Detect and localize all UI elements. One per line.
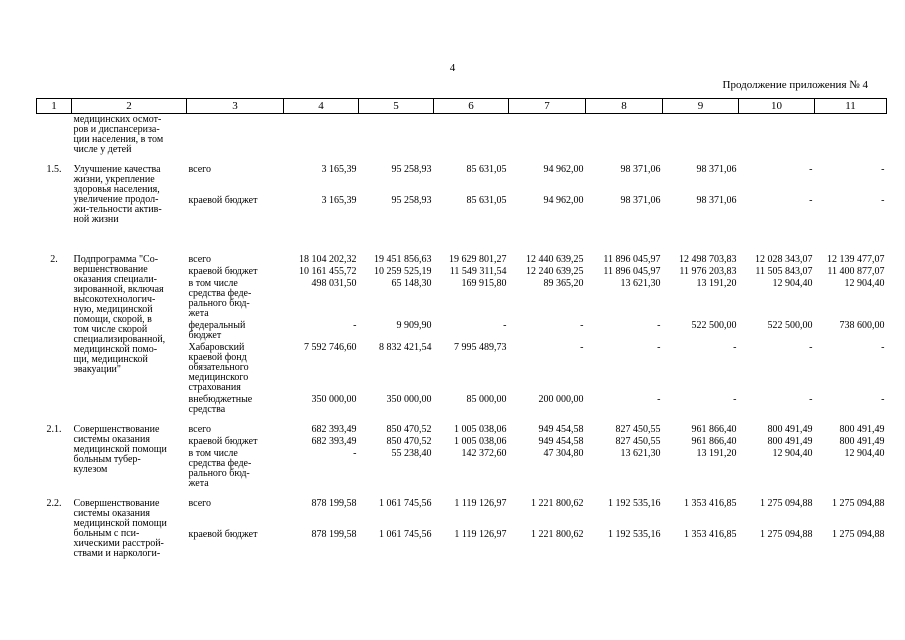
amount-cell: 142 372,60	[461, 448, 507, 459]
amount-cell: 522 500,00	[767, 320, 813, 331]
row-spacer	[37, 490, 887, 498]
amount-cell: 350 000,00	[386, 394, 432, 405]
amount-cell: -	[809, 342, 813, 353]
table-body	[37, 114, 887, 561]
funding-source	[187, 114, 284, 157]
funding-source: внебюджетные средства	[188, 394, 253, 415]
column-header: 9	[663, 99, 739, 114]
amount-cell: 85 000,00	[466, 394, 507, 405]
amount-cell: -	[657, 394, 661, 405]
funding-source: всего	[188, 164, 212, 175]
row-number: 1.5.	[46, 164, 62, 175]
amount-cell: 98 371,06	[696, 195, 737, 206]
amount-cell: 11 549 311,54	[449, 266, 507, 277]
amount-cell: 85 631,05	[466, 195, 507, 206]
amount-cell: 878 199,58	[311, 498, 357, 509]
table-row	[37, 164, 887, 195]
amount-cell: 11 976 203,83	[679, 266, 737, 277]
amount-cell: 19 451 856,63	[374, 254, 432, 265]
amount-cell: -	[881, 394, 885, 405]
table-header-row	[37, 99, 887, 114]
row-spacer	[37, 226, 887, 254]
amount-cell: 1 005 038,06	[454, 436, 507, 447]
table-row	[37, 254, 887, 266]
amount-cell: -	[353, 448, 357, 459]
amount-cell: 89 365,20	[543, 278, 584, 289]
funding-source: в том числе средства феде- рального бюд- жета	[188, 448, 252, 489]
amount-cell: 94 962,00	[543, 164, 584, 175]
amount-cell: 1 275 094,88	[760, 529, 813, 540]
amount-cell: 850 470,52	[386, 424, 432, 435]
row-number: 2.1.	[46, 424, 62, 435]
amount-cell: 800 491,49	[839, 436, 885, 447]
amount-cell: 11 400 877,07	[827, 266, 885, 277]
amount-cell: 95 258,93	[391, 164, 432, 175]
amount-cell: 961 866,40	[691, 436, 737, 447]
funding-source: всего	[188, 254, 212, 265]
amount-cell: 1 192 535,16	[608, 529, 661, 540]
amount-cell: -	[580, 320, 584, 331]
column-header: 5	[359, 99, 434, 114]
amount-cell: -	[881, 342, 885, 353]
funding-source: краевой бюджет	[188, 436, 258, 447]
funding-source: краевой бюджет	[188, 266, 258, 277]
amount-cell: 3 165,39	[321, 164, 357, 175]
amount-cell: 65 148,30	[391, 278, 432, 289]
row-number: 2.2.	[46, 498, 62, 509]
amount-cell: 1 353 416,85	[684, 529, 737, 540]
funding-source: в том числе средства феде- рального бюд- жета	[188, 278, 252, 319]
funding-source: всего	[188, 498, 212, 509]
amount-cell: -	[809, 394, 813, 405]
amount-cell: 10 259 525,19	[374, 266, 432, 277]
amount-cell	[739, 114, 815, 157]
column-header: 2	[72, 99, 187, 114]
amount-cell: 1 221 800,62	[531, 529, 584, 540]
amount-cell: -	[580, 342, 584, 353]
amount-cell: 961 866,40	[691, 424, 737, 435]
spacer-cell	[37, 156, 887, 164]
amount-cell: 98 371,06	[620, 195, 661, 206]
continuation-caption: Продолжение приложения № 4	[722, 79, 868, 91]
amount-cell: 19 629 801,27	[449, 254, 507, 265]
amount-cell	[359, 114, 434, 157]
amount-cell: 949 454,58	[538, 424, 584, 435]
amount-cell: -	[657, 320, 661, 331]
amount-cell: -	[353, 320, 357, 331]
amount-cell: 47 304,80	[543, 448, 584, 459]
amount-cell: 1 005 038,06	[454, 424, 507, 435]
amount-cell: 1 119 126,97	[454, 529, 507, 540]
amount-cell: -	[881, 164, 885, 175]
amount-cell: 7 592 746,60	[304, 342, 357, 353]
amount-cell: 1 275 094,88	[832, 498, 885, 509]
row-spacer	[37, 416, 887, 424]
amount-cell: 1 353 416,85	[684, 498, 737, 509]
amount-cell: -	[809, 164, 813, 175]
table-row	[37, 424, 887, 436]
row-number: 2.	[50, 254, 58, 265]
amount-cell: 12 904,40	[844, 448, 885, 459]
amount-cell	[434, 114, 509, 157]
amount-cell: 12 904,40	[772, 278, 813, 289]
funding-source: всего	[188, 424, 212, 435]
amount-cell: 738 600,00	[839, 320, 885, 331]
row-title: Совершенствование системы оказания медицинской помощи больным тубер- кулезом	[73, 424, 167, 475]
amount-cell: -	[503, 320, 507, 331]
amount-cell: 95 258,93	[391, 195, 432, 206]
amount-cell: 1 275 094,88	[832, 529, 885, 540]
row-title: Совершенствование системы оказания медицинской помощи больным с пси- хическими расстрой- ствами и наркологи-	[73, 498, 167, 559]
amount-cell: 1 275 094,88	[760, 498, 813, 509]
column-header: 8	[586, 99, 663, 114]
amount-cell: 1 061 745,56	[379, 529, 432, 540]
amount-cell: 3 165,39	[321, 195, 357, 206]
amount-cell: 800 491,49	[767, 424, 813, 435]
amount-cell: 13 621,30	[620, 278, 661, 289]
amount-cell: 8 832 421,54	[379, 342, 432, 353]
amount-cell: 13 191,20	[696, 448, 737, 459]
amount-cell	[509, 114, 586, 157]
amount-cell: 800 491,49	[767, 436, 813, 447]
column-header: 1	[37, 99, 72, 114]
amount-cell: 850 470,52	[386, 436, 432, 447]
appendix-table	[36, 98, 887, 560]
amount-cell: -	[733, 394, 737, 405]
amount-cell: 12 440 639,25	[526, 254, 584, 265]
amount-cell: 1 119 126,97	[454, 498, 507, 509]
column-header: 4	[284, 99, 359, 114]
funding-source: федеральный бюджет	[188, 320, 246, 341]
amount-cell	[663, 114, 739, 157]
column-header: 10	[739, 99, 815, 114]
amount-cell: 12 028 343,07	[755, 254, 813, 265]
amount-cell: 827 450,55	[615, 424, 661, 435]
column-header: 7	[509, 99, 586, 114]
funding-source: Хабаровский краевой фонд обязательного медицинского страхования	[188, 342, 249, 393]
amount-cell: 949 454,58	[538, 436, 584, 447]
column-header: 11	[815, 99, 887, 114]
table-row	[37, 498, 887, 529]
table-row	[37, 114, 887, 157]
amount-cell: 11 896 045,97	[603, 254, 661, 265]
amount-cell	[586, 114, 663, 157]
row-title: медицинских осмот- ров и диспансериза- ции населения, в том числе у детей	[73, 114, 164, 155]
amount-cell: 498 031,50	[311, 278, 357, 289]
amount-cell: 7 995 489,73	[454, 342, 507, 353]
amount-cell: 1 221 800,62	[531, 498, 584, 509]
amount-cell: 98 371,06	[696, 164, 737, 175]
amount-cell: 85 631,05	[466, 164, 507, 175]
amount-cell: 18 104 202,32	[299, 254, 357, 265]
amount-cell: 350 000,00	[311, 394, 357, 405]
row-spacer	[37, 156, 887, 164]
spacer-cell	[37, 416, 887, 424]
column-header: 3	[187, 99, 284, 114]
amount-cell: -	[733, 342, 737, 353]
row-number	[37, 114, 72, 157]
amount-cell: 12 139 477,07	[827, 254, 885, 265]
amount-cell: 522 500,00	[691, 320, 737, 331]
spacer-cell	[37, 226, 887, 254]
amount-cell: 878 199,58	[311, 529, 357, 540]
column-header: 6	[434, 99, 509, 114]
amount-cell: -	[881, 195, 885, 206]
amount-cell: 1 061 745,56	[379, 498, 432, 509]
amount-cell: -	[809, 195, 813, 206]
amount-cell: 94 962,00	[543, 195, 584, 206]
amount-cell: 13 621,30	[620, 448, 661, 459]
amount-cell: 11 896 045,97	[603, 266, 661, 277]
amount-cell: 827 450,55	[615, 436, 661, 447]
amount-cell: 55 238,40	[391, 448, 432, 459]
amount-cell: 800 491,49	[839, 424, 885, 435]
amount-cell: 12 240 639,25	[526, 266, 584, 277]
amount-cell: 169 915,80	[461, 278, 507, 289]
row-title: Подпрограмма "Со- вершенствование оказания специали- зированной, включая высокотехнологич- ную, медицинской помощи, скорой, в том числе скорой специализированной, медицинской помо- щи, медицинской эвакуации"	[73, 254, 166, 375]
row-title: Улучшение качества жизни, укрепление здоровья населения, увеличение продол- жи-тельности актив- ной жизни	[73, 164, 162, 225]
amount-cell: 682 393,49	[311, 424, 357, 435]
amount-cell: 682 393,49	[311, 436, 357, 447]
amount-cell: -	[657, 342, 661, 353]
amount-cell	[815, 114, 887, 157]
page-number: 4	[449, 62, 456, 74]
amount-cell: 12 904,40	[772, 448, 813, 459]
amount-cell: 12 904,40	[844, 278, 885, 289]
amount-cell	[284, 114, 359, 157]
funding-source: краевой бюджет	[188, 195, 258, 206]
amount-cell: 200 000,00	[538, 394, 584, 405]
amount-cell: 13 191,20	[696, 278, 737, 289]
amount-cell: 10 161 455,72	[299, 266, 357, 277]
amount-cell: 12 498 703,83	[679, 254, 737, 265]
amount-cell: 11 505 843,07	[755, 266, 813, 277]
spacer-cell	[37, 490, 887, 498]
amount-cell: 98 371,06	[620, 164, 661, 175]
funding-source: краевой бюджет	[188, 529, 258, 540]
amount-cell: 1 192 535,16	[608, 498, 661, 509]
amount-cell: 9 909,90	[396, 320, 432, 331]
